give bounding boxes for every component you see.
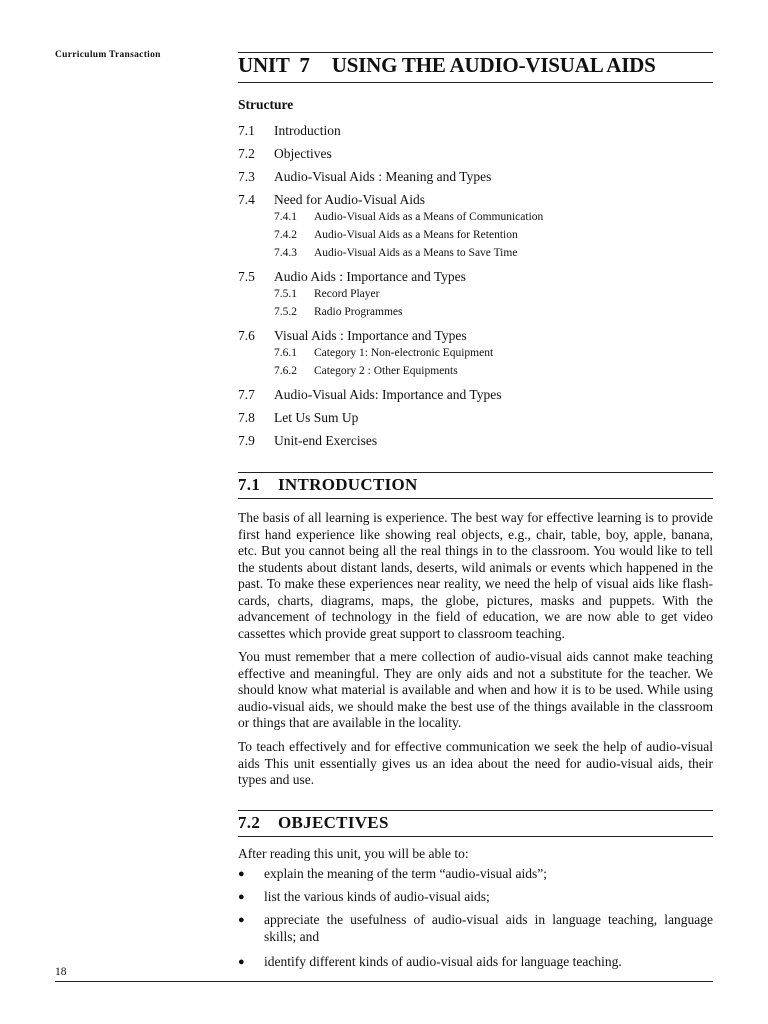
toc-subitem xyxy=(238,210,713,228)
introduction-paragraph: The basis of all learning is experience. The best way for effective learning is to provide first hand experience like showing real objects, e.g., chair, table, boy, apple, banana, etc. But you cannot being all the real things in to the classroom. You would like to tell the students about distant lands, deserts, wild animals or events which happened in the past. To make these experiences near reality, we need the help of visual aids like flash-cards, charts, diagrams, maps, the globe, pictures, masks and puppets. With the advancement of technology in the field of education, we are now able to get video cassettes which provide great support to classroom teaching. xyxy=(238,510,713,641)
unit-name: USING THE AUDIO-VISUAL AIDS xyxy=(331,53,656,77)
toc-item xyxy=(238,168,713,191)
introduction-heading xyxy=(238,475,418,495)
toc-item-label: Visual Aids : Importance and Types xyxy=(274,328,467,343)
toc-subitem-number: 7.5.2 xyxy=(274,306,297,318)
objectives-list xyxy=(238,866,713,971)
toc-subitem-label: Category 1: Non-electronic Equipment xyxy=(314,347,494,359)
toc-subitem-label: Audio-Visual Aids as a Means to Save Time xyxy=(314,247,518,259)
toc-subitem-number: 7.4.3 xyxy=(274,247,297,259)
toc-item-label: Let Us Sum Up xyxy=(274,410,359,425)
objective-text: explain the meaning of the term “audio-visual aids”; xyxy=(264,866,548,881)
toc-item xyxy=(238,191,713,210)
toc-item-number: 7.9 xyxy=(238,433,255,448)
toc-item xyxy=(238,409,713,432)
toc-item xyxy=(238,327,713,346)
toc-subitem xyxy=(238,287,713,305)
toc-item-label: Need for Audio-Visual Aids xyxy=(274,192,426,207)
introduction-paragraph: To teach effectively and for effective communication we seek the help of audio-visual aids This unit essentially gives us an idea about the need for audio-visual aids, their types and use. xyxy=(238,739,713,787)
unit-title xyxy=(238,53,656,78)
objectives-title: OBJECTIVES xyxy=(278,813,389,832)
toc-item-number: 7.5 xyxy=(238,269,255,284)
toc-subitem xyxy=(238,246,713,268)
toc-item-number: 7.6 xyxy=(238,328,255,343)
toc-subitem-label: Category 2 : Other Equipments xyxy=(314,365,458,377)
objectives-top-rule xyxy=(238,810,713,811)
toc-subitem-label: Record Player xyxy=(314,288,380,300)
objectives-heading xyxy=(238,813,389,833)
bullet-icon: ● xyxy=(238,868,245,880)
objective-item xyxy=(238,954,713,971)
toc-item-number: 7.3 xyxy=(238,169,255,184)
toc-item-label: Audio Aids : Importance and Types xyxy=(274,269,466,284)
page-number: 18 xyxy=(55,966,67,978)
introduction-title: INTRODUCTION xyxy=(278,475,418,494)
toc-subitem xyxy=(238,305,713,327)
toc-item-label: Introduction xyxy=(274,123,341,138)
toc-subitem-number: 7.4.2 xyxy=(274,229,297,241)
running-head: Curriculum Transaction xyxy=(55,50,161,60)
objective-item xyxy=(238,889,713,912)
toc-item xyxy=(238,432,713,455)
toc-item-number: 7.8 xyxy=(238,410,255,425)
toc-subitem-number: 7.6.1 xyxy=(274,347,297,359)
structure-list xyxy=(238,122,713,455)
toc-item xyxy=(238,122,713,145)
toc-item-number: 7.1 xyxy=(238,123,255,138)
toc-subitem-number: 7.4.1 xyxy=(274,211,297,223)
introduction-top-rule xyxy=(238,472,713,473)
bullet-icon: ● xyxy=(238,914,245,926)
objectives-intro: After reading this unit, you will be able to: xyxy=(238,846,469,861)
toc-subitem-number: 7.5.1 xyxy=(274,288,297,300)
toc-subitem-number: 7.6.2 xyxy=(274,365,297,377)
toc-item-number: 7.2 xyxy=(238,146,255,161)
objectives-number: 7.2 xyxy=(238,813,261,832)
unit-title-bottom-rule xyxy=(238,82,713,83)
toc-subitem-label: Audio-Visual Aids as a Means for Retention xyxy=(314,229,518,241)
objectives-bottom-rule xyxy=(238,836,713,837)
toc-item-label: Unit-end Exercises xyxy=(274,433,378,448)
structure-heading: Structure xyxy=(238,97,294,112)
footer-rule xyxy=(55,981,713,982)
toc-subitem-label: Audio-Visual Aids as a Means of Communication xyxy=(314,211,544,223)
objective-text: identify different kinds of audio-visual aids for language teaching. xyxy=(264,954,622,969)
toc-item-label: Audio-Visual Aids: Importance and Types xyxy=(274,387,502,402)
toc-item xyxy=(238,145,713,168)
toc-item-number: 7.4 xyxy=(238,192,255,207)
objective-text: list the various kinds of audio-visual aids; xyxy=(264,889,490,904)
toc-subitem xyxy=(238,364,713,386)
introduction-paragraph: You must remember that a mere collection of audio-visual aids cannot make teaching effective and meaningful. They are only aids and not a substitute for the teacher. We should know what material is available and when and how it is to be used. While using audio-visual aids, we should make the best use of the things available in the classroom or things that are available in the locality. xyxy=(238,649,713,730)
objective-item xyxy=(238,866,713,889)
objective-item xyxy=(238,912,713,954)
toc-subitem xyxy=(238,228,713,246)
introduction-number: 7.1 xyxy=(238,475,261,494)
toc-item-number: 7.7 xyxy=(238,387,255,402)
toc-item xyxy=(238,268,713,287)
introduction-bottom-rule xyxy=(238,498,713,499)
toc-item-label: Audio-Visual Aids : Meaning and Types xyxy=(274,169,492,184)
unit-number: UNIT 7 xyxy=(238,53,310,77)
toc-subitem-label: Radio Programmes xyxy=(314,306,403,318)
bullet-icon: ● xyxy=(238,956,245,968)
objective-text: appreciate the usefulness of audio-visual aids in language teaching, language skills; and xyxy=(264,912,713,944)
toc-subitem xyxy=(238,346,713,364)
toc-item-label: Objectives xyxy=(274,146,332,161)
toc-item xyxy=(238,386,713,409)
bullet-icon: ● xyxy=(238,891,245,903)
